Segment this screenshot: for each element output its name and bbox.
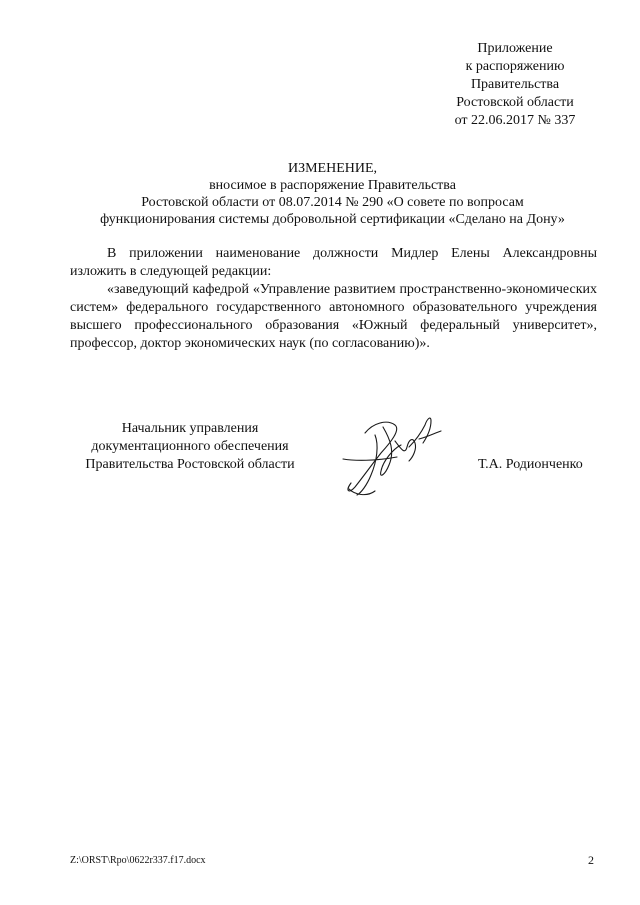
heading-line-4: функционирования системы добровольной сертификации «Сделано на Дону» xyxy=(100,212,565,227)
appendix-header xyxy=(420,40,610,130)
document-heading xyxy=(40,160,625,228)
appendix-line-5: от 22.06.2017 № 337 xyxy=(454,113,576,128)
signatory-name: Т.А. Родионченко xyxy=(478,457,583,472)
appendix-line-4: Ростовской области xyxy=(456,95,574,110)
handwritten-signature xyxy=(335,405,455,500)
signatory-line-1: Начальник управления xyxy=(121,421,259,436)
footer-file-path: Z:\ORST\Rpo\0622r337.f17.docx xyxy=(70,855,206,866)
signatory-line-2: документационного обеспечения xyxy=(91,439,289,454)
document-title: ИЗМЕНЕНИЕ, xyxy=(287,161,378,176)
appendix-line-3: Правительства xyxy=(470,77,560,92)
appendix-line-1: Приложение xyxy=(477,41,553,56)
body-paragraph-2: «заведующий кафедрой «Управление развитием пространственно-экономических систем» федерального государственного автономного образовательного учреждения высшего профессионального образования «Южный федеральный университет», профессор, доктор экономических наук (по согласованию)». xyxy=(70,282,597,351)
signatory-line-3: Правительства Ростовской области xyxy=(85,457,295,472)
signatory-position xyxy=(70,420,310,474)
appendix-line-2: к распоряжению xyxy=(465,59,565,74)
heading-line-3: Ростовской области от 08.07.2014 № 290 «О совете по вопросам xyxy=(141,195,524,210)
document-body xyxy=(70,245,597,353)
heading-line-2: вносимое в распоряжение Правительства xyxy=(209,178,456,193)
footer-page-number: 2 xyxy=(588,853,594,867)
body-paragraph-1: В приложении наименование должности Мидлер Елены Александровны изложить в следующей редакции: xyxy=(70,246,597,279)
